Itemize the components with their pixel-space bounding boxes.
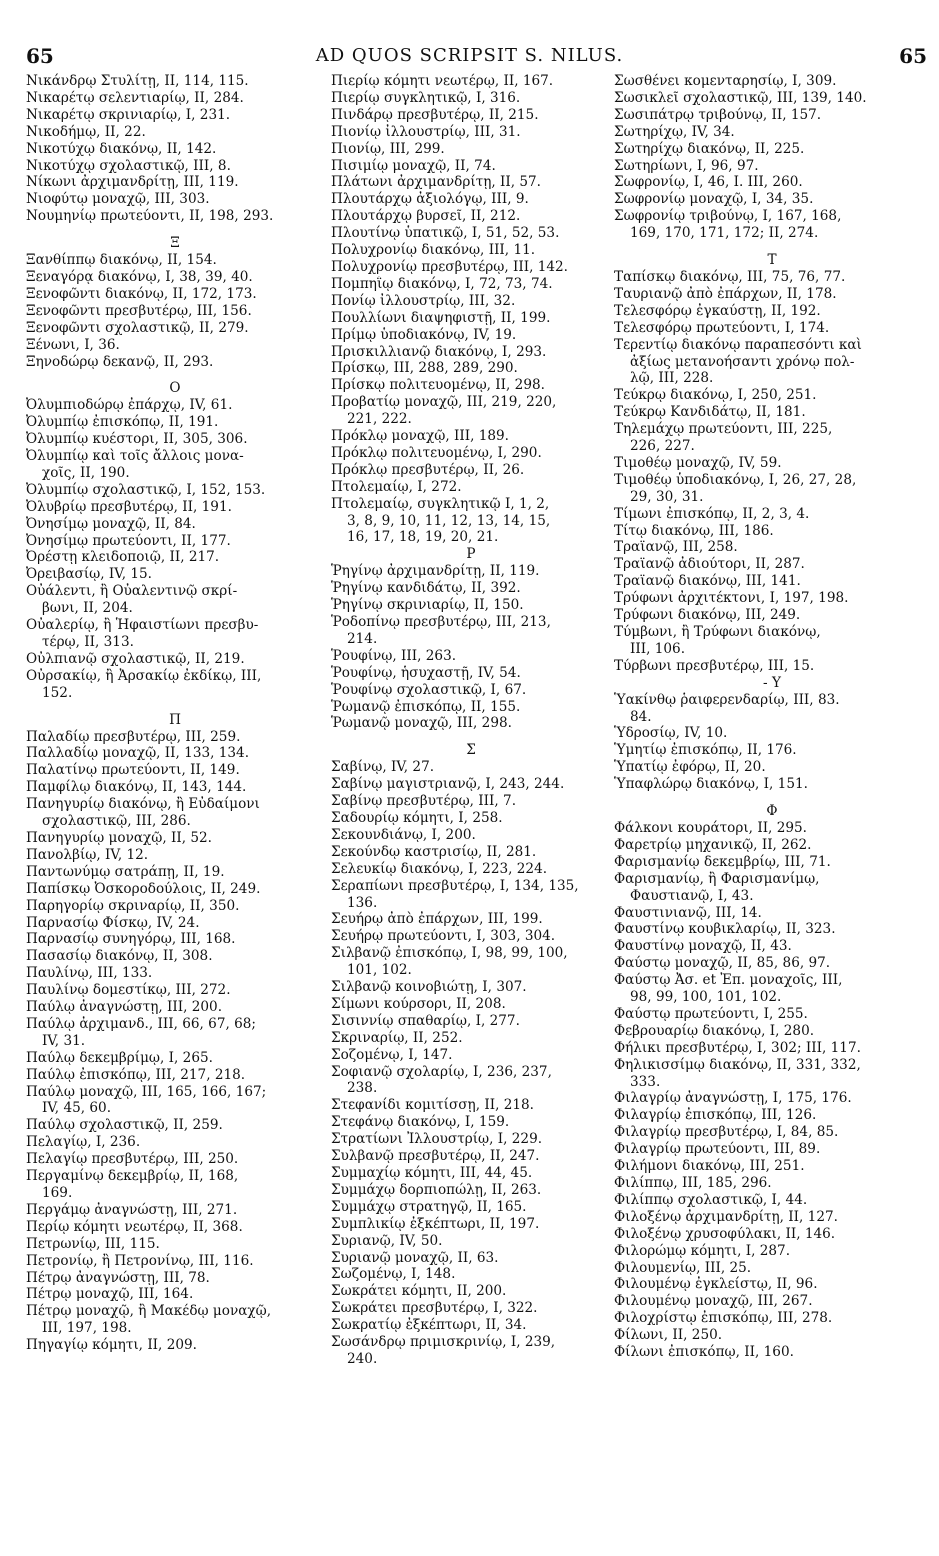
index-entry: Ὀλυμπίῳ ἐπισκόπῳ, II, 191. <box>26 414 219 431</box>
index-entry: Ὀλυμπιοδώρῳ ἐπάρχῳ, IV, 61. <box>26 397 233 414</box>
index-entry: Παύλῳ σχολαστικῷ, II, 259. <box>26 1117 223 1134</box>
index-entry: Συμμάχῳ στρατηγῷ, II, 165. <box>331 1198 527 1215</box>
index-entry: Νικοδήμῳ, II, 22. <box>26 123 146 140</box>
index-entry: Νικάνδρῳ Στυλίτῃ, II, 114, 115. <box>26 73 249 89</box>
index-entry: Πομπηΐῳ διακόνῳ, I, 72, 73, 74. <box>331 275 553 292</box>
index-entry: Φιλοχρίστῳ ἐπισκόπῳ, III, 278. <box>614 1310 833 1327</box>
index-entry: Πτολεμαίῳ, I, 272. <box>331 478 462 495</box>
index-entry: Φιλαγρίῳ πρωτεύοντι, III, 89. <box>614 1141 821 1158</box>
index-entry-continuation: τέρῳ, II, 313. <box>42 634 134 650</box>
index-entry-continuation: 101, 102. <box>347 962 412 979</box>
index-entry: Παντωνύμῳ σατράπῃ, II, 19. <box>26 863 225 880</box>
index-entry: Σεκουνδιάνῳ, I, 200. <box>331 826 476 843</box>
index-entry: Ξανθίππῳ διακόνῳ, II, 154. <box>26 252 217 269</box>
index-entry: Σελευκίῳ διακόνῳ, I, 223, 224. <box>331 860 548 877</box>
index-entry: Πρίμῳ ὑποδιακόνῳ, IV, 19. <box>331 326 517 343</box>
index-entry: Σοζομένῳ, I, 147. <box>331 1046 453 1063</box>
index-entry-continuation: 16, 17, 18, 19, 20, 21. <box>347 529 499 546</box>
index-entry: Σίμωνι κούρσορι, II, 208. <box>331 995 506 1012</box>
index-entry: Σωσιπάτρῳ τριβούνῳ, II, 157. <box>614 106 822 123</box>
index-entry: Φιλουμένῳ μοναχῷ, III, 267. <box>614 1293 813 1310</box>
index-entry: Ὀρέστῃ κλειδοποιῷ, II, 217. <box>26 549 220 566</box>
index-entry: Φίλωνι, II, 250. <box>614 1327 723 1344</box>
index-entry: Τύμβωνι, ἢ Τρύφωνι διακόνῳ, <box>614 624 821 640</box>
index-entry: Παύλῳ μοναχῷ, III, 165, 166, 167; <box>26 1083 267 1100</box>
index-entry: Συριανῷ μοναχῷ, II, 63. <box>331 1249 499 1266</box>
index-entry: Τρύφωνι ἀρχιτέκτονι, I, 197, 198. <box>614 590 849 607</box>
index-entry: Συριανῷ, IV, 50. <box>331 1232 443 1249</box>
index-entry: Ὀρειβασίῳ, IV, 15. <box>26 566 152 583</box>
page-number-left: 65 <box>26 44 54 68</box>
index-entry: Φαυστινιανῷ, III, 14. <box>614 904 762 921</box>
index-entry: Συμμαχίῳ κόμητι, III, 44, 45. <box>331 1165 533 1181</box>
index-entry: Περγαμίνῳ δεκεμβρίῳ, II, 168, <box>26 1168 239 1185</box>
index-entry-continuation: 169, 170, 171, 172; II, 274. <box>630 225 819 242</box>
index-entry: Πελαγίῳ πρεσβυτέρῳ, III, 250. <box>26 1151 239 1168</box>
index-entry: Σαδουρίῳ κόμητι, I, 258. <box>331 809 503 826</box>
index-entry: Σεραπίωνι πρεσβυτέρῳ, I, 134, 135, <box>331 877 579 894</box>
index-entry: Περίῳ κόμητι νεωτέρῳ, II, 368. <box>26 1218 243 1235</box>
index-entry-continuation: III, 197, 198. <box>42 1320 132 1337</box>
index-entry: Σωκρατίῳ ἐξκέπτωρι, II, 34. <box>331 1317 527 1334</box>
index-entry: Φαρισμανίῳ, ἢ Φαρισμανίμῳ, <box>614 870 820 887</box>
index-entry: Φιλαγρίῳ ἐπισκόπῳ, III, 126. <box>614 1107 817 1124</box>
index-entry: Τίμωνι ἐπισκόπῳ, II, 2, 3, 4. <box>614 505 810 522</box>
index-column-2 <box>331 73 611 1368</box>
index-entry: Τεύκρῳ διακόνῳ, I, 250, 251. <box>614 387 817 404</box>
index-entry: Νικοτύχῳ διακόνῳ, II, 142. <box>26 140 217 157</box>
index-entry: Συμπλικίῳ ἐξκέπτωρι, II, 197. <box>331 1215 540 1232</box>
index-entry: Στεφάνῳ διακόνῳ, I, 159. <box>331 1114 510 1131</box>
index-entry: Οὐάλεντι, ἢ Οὐαλεντινῷ σκρί- <box>26 583 238 600</box>
index-entry: Φαύστῳ μοναχῷ, II, 85, 86, 97. <box>614 955 831 972</box>
index-entry: Σωφρονίῳ μοναχῷ, I, 34, 35. <box>614 191 814 208</box>
index-entry: Σευήρῳ ἀπὸ ἐπάρχων, III, 199. <box>331 911 543 928</box>
index-entry: Παρνασίῳ Φίσκῳ, IV, 24. <box>26 914 200 931</box>
index-entry: Φήλικι πρεσβυτέρῳ, I, 302; III, 117. <box>614 1039 861 1056</box>
index-entry: Σωκράτει κόμητι, II, 200. <box>331 1283 507 1300</box>
index-entry: Σιλβανῷ ἐπισκόπῳ, I, 98, 99, 100, <box>331 945 568 962</box>
index-entry: Ὑακίνθῳ ῥαιφερενδαρίῳ, III, 83. <box>614 691 840 708</box>
index-column-3 <box>614 73 930 1361</box>
running-header <box>0 44 939 70</box>
index-entry: Σωσικλεῖ σχολαστικῷ, III, 139, 140. <box>614 89 867 106</box>
index-entry: Πέτρῳ ἀναγνώστῃ, III, 78. <box>26 1269 210 1286</box>
section-letter: - Υ <box>763 674 781 691</box>
index-entry: Ὑπατίῳ ἐφόρῳ, II, 20. <box>614 759 766 776</box>
index-entry: Πλουτάρχῳ βυρσεῖ, II, 212. <box>331 208 521 225</box>
section-letter: Φ <box>766 803 778 820</box>
index-entry: Σοφιανῷ σχολαρίῳ, I, 236, 237, <box>331 1063 552 1080</box>
index-entry-continuation: ἀξίως μετανοήσαντι χρόνῳ πολ- <box>630 353 855 370</box>
index-entry: Φεβρουαρίῳ διακόνῳ, I, 280. <box>614 1022 815 1039</box>
index-entry: Φιλοξένῳ χρυσοφύλακι, II, 146. <box>614 1225 836 1242</box>
index-entry: Οὐλπιανῷ σχολαστικῷ, II, 219. <box>26 650 245 667</box>
index-entry: Σισιννίῳ σπαθαρίῳ, I, 277. <box>331 1012 520 1029</box>
index-entry: Πηγαγίῳ κόμητι, II, 209. <box>26 1337 197 1354</box>
index-entry-continuation: χοῖς, II, 190. <box>42 464 130 481</box>
index-entry: Πολυχρονίῳ πρεσβυτέρῳ, III, 142. <box>331 258 569 275</box>
index-entry: Πιονίῳ, III, 299. <box>331 140 445 157</box>
index-entry: Ῥηγίνῳ ἀρχιμανδρίτῃ, II, 119. <box>331 563 540 580</box>
index-entry: Φαύστῳ Ἀσ. et Ἐπ. μοναχοῖς, III, <box>614 972 843 989</box>
index-entry-continuation: βωνι, II, 204. <box>42 600 133 617</box>
index-entry: Πετρωνίῳ, III, 115. <box>26 1235 160 1252</box>
index-entry: Σεκούνδῳ καστρισίῳ, II, 281. <box>331 843 537 860</box>
index-column-1 <box>26 73 324 1354</box>
index-entry: Νικαρέτῳ σελεντιαρίῳ, II, 284. <box>26 89 244 106</box>
index-entry: Ὀνησίμῳ μοναχῷ, II, 84. <box>26 515 196 532</box>
index-entry: Ξενοφῶντι πρεσβυτέρῳ, III, 156. <box>26 302 252 319</box>
index-entry: Νίκωνι ἀρχιμανδρίτῃ, III, 119. <box>26 174 239 191</box>
index-entry: Σαβίνῳ, IV, 27. <box>331 759 435 776</box>
index-entry: Τιμοθέῳ ὑποδιακόνῳ, I, 26, 27, 28, <box>614 471 857 488</box>
index-entry: Σωζομένῳ, I, 148. <box>331 1266 456 1283</box>
index-entry: Στεφανίδι κομιτίσσῃ, II, 218. <box>331 1097 534 1114</box>
index-entry: Πιονίῳ ἰλλουστρίῳ, III, 31. <box>331 123 521 140</box>
index-entry: Φίλωνι ἐπισκόπῳ, II, 160. <box>614 1344 794 1361</box>
section-gap <box>26 370 324 380</box>
index-entry: Σωσάνδρῳ πριμισκρινίῳ, I, 239, <box>331 1334 556 1351</box>
index-entry: Παρνασίῳ συνηγόρῳ, III, 168. <box>26 931 236 948</box>
index-entry: Πλουτάρχῳ ἀξιολόγῳ, III, 9. <box>331 191 529 208</box>
index-entry: Τραϊανῷ ἀδιούτορι, II, 287. <box>614 556 805 573</box>
index-entry-continuation: III, 106. <box>630 640 686 657</box>
index-entry: Παπίσκῳ Ὀσκοροδούλοις, II, 249. <box>26 880 261 897</box>
index-entry: Πλουτίνῳ ὑπατικῷ, I, 51, 52, 53. <box>331 225 560 242</box>
index-entry: Πισιμίῳ μοναχῷ, II, 74. <box>331 157 496 174</box>
index-entry: Φιλοξένῳ ἀρχιμανδρίτῃ, II, 127. <box>614 1208 838 1225</box>
index-entry: Τηλεμάχῳ πρωτεύοντι, III, 225, <box>614 421 833 438</box>
index-entry-continuation: 169. <box>42 1185 73 1201</box>
index-entry: Σκριναρίῳ, II, 252. <box>331 1029 463 1046</box>
index-entry: Παρηγορίῳ σκριναρίῳ, II, 350. <box>26 897 240 914</box>
index-entry: Ξενοφῶντι σχολαστικῷ, II, 279. <box>26 319 249 336</box>
index-entry: Φαυστίνῳ κουβικλαρίῳ, II, 323. <box>614 921 836 938</box>
index-entry-continuation: IV, 45, 60. <box>42 1100 112 1117</box>
section-letter: Ο <box>169 380 181 397</box>
index-entry: Σωφρονίῳ, I, 46, I. III, 260. <box>614 174 803 191</box>
index-entry: Πελαγίῳ, I, 236. <box>26 1134 141 1151</box>
index-entry: Ξένωνι, I, 36. <box>26 336 120 353</box>
index-entry: Παύλῳ ἀναγνώστῃ, III, 200. <box>26 999 223 1016</box>
index-entry: Νιοφύτῳ μοναχῷ, III, 303. <box>26 191 210 208</box>
index-entry-continuation: Φαυστιανῷ, I, 43. <box>630 887 754 904</box>
index-entry: Πέτρῳ μοναχῷ, ἢ Μακέδῳ μοναχῷ, <box>26 1303 272 1320</box>
section-gap <box>614 793 930 803</box>
running-title: AD QUOS SCRIPSIT S. NILUS. <box>315 45 624 66</box>
index-entry-continuation: 84. <box>630 708 652 725</box>
index-entry-continuation: σχολαστικῷ, III, 286. <box>42 813 191 830</box>
index-entry-continuation: 221, 222. <box>347 411 412 428</box>
section-gap <box>26 702 324 712</box>
index-entry: Ὀλυμπίῳ κυέστορι, II, 305, 306. <box>26 431 248 448</box>
index-entry: Φιλήμονι διακόνῳ, III, 251. <box>614 1158 805 1175</box>
index-entry: Ῥουφίνῳ, III, 263. <box>331 647 457 664</box>
index-entry-continuation: 240. <box>347 1350 378 1367</box>
index-entry: Πινδάρῳ πρεσβυτέρῳ, II, 215. <box>331 106 539 123</box>
index-entry: Πονίῳ ἰλλουστρίῳ, III, 32. <box>331 292 516 309</box>
index-entry: Ὀλυμπίῳ σχολαστικῷ, I, 152, 153. <box>26 481 266 498</box>
index-entry: Ξενοφῶντι διακόνῳ, II, 172, 173. <box>26 285 257 302</box>
index-entry: Παυλίνῳ δομεστίκῳ, III, 272. <box>26 982 231 999</box>
section-gap <box>26 225 324 235</box>
index-entry: Πουλλίωνι διαψηφιστῇ, II, 199. <box>331 309 551 326</box>
index-entry: Φηλικισσίμῳ διακόνῳ, II, 331, 332, <box>614 1056 861 1073</box>
index-entry: Πολυχρονίῳ διακόνῳ, III, 11. <box>331 242 536 259</box>
index-entry: Ῥωμανῷ μοναχῷ, III, 298. <box>331 715 512 732</box>
index-entry: Ξεναγόρᾳ διακόνῳ, I, 38, 39, 40. <box>26 268 253 285</box>
index-entry: Πρόκλῳ πολιτευομένῳ, I, 290. <box>331 444 542 461</box>
index-entry: Πανηγυρίῳ μοναχῷ, II, 52. <box>26 829 212 846</box>
index-entry: Παλλαδίῳ μοναχῷ, II, 133, 134. <box>26 745 250 762</box>
index-entry-continuation: 238. <box>347 1080 378 1097</box>
index-entry: Πρίσκῳ, III, 288, 289, 290. <box>331 360 518 377</box>
index-entry: Παύλῳ δεκεμβρίμῳ, I, 265. <box>26 1049 213 1066</box>
index-entry-continuation: 333. <box>630 1073 661 1090</box>
index-entry: Φαρισμανίῳ δεκεμβρίῳ, III, 71. <box>614 853 831 870</box>
index-entry: Σωτηρίχῳ διακόνῳ, II, 225. <box>614 140 805 157</box>
index-entry: Συμμάχῳ δορπιοπώλῃ, II, 263. <box>331 1181 542 1198</box>
index-entry: Πιερίῳ κόμητι νεωτέρῳ, II, 167. <box>331 73 554 89</box>
index-entry: Τίτῳ διακόνῳ, III, 186. <box>614 522 774 539</box>
index-entry: Φιλουμενίῳ, III, 25. <box>614 1259 752 1276</box>
index-entry: Πλάτωνι ἀρχιμανδρίτῃ, II, 57. <box>331 174 541 191</box>
index-entry: Οὐαλερίῳ, ἢ Ἡφαιστίωνι πρεσβυ- <box>26 617 259 634</box>
index-entry: Περγάμῳ ἀναγνώστῃ, III, 271. <box>26 1201 238 1218</box>
index-entry: Πανολβίῳ, IV, 12. <box>26 846 149 863</box>
index-entry: Φάλκονι κουράτορι, II, 295. <box>614 819 807 836</box>
index-entry: Πρόκλῳ πρεσβυτέρῳ, II, 26. <box>331 461 525 478</box>
index-entry: Πασασίῳ διακόνῳ, II, 308. <box>26 948 213 965</box>
index-entry-continuation: IV, 31. <box>42 1032 86 1049</box>
index-entry: Νουμηνίῳ πρωτεύοντι, II, 198, 293. <box>26 208 274 225</box>
index-entry: Παύλῳ ἐπισκόπῳ, III, 217, 218. <box>26 1066 246 1083</box>
index-entry: Ὀνησίμῳ πρωτεύοντι, II, 177. <box>26 532 231 549</box>
index-entry: Ὑδροσίῳ, IV, 10. <box>614 725 728 742</box>
index-entry: Φιλίππῳ, III, 185, 296. <box>614 1175 772 1191</box>
index-entry: Ταυριανῷ ἀπὸ ἐπάρχων, II, 178. <box>614 285 837 302</box>
index-entry: Πρόκλῳ μοναχῷ, III, 189. <box>331 428 509 445</box>
index-entry: Ῥωμανῷ ἐπισκόπῳ, II, 155. <box>331 698 521 715</box>
index-entry: Τερεντίῳ διακόνῳ παραπεσόντι καὶ <box>614 336 862 353</box>
index-entry-continuation: 152. <box>42 684 73 701</box>
index-entry: Τελεσφόρῳ πρωτεύοντι, I, 174. <box>614 319 830 336</box>
index-entry: Πρίσκῳ πολιτευομένῳ, II, 298. <box>331 377 545 394</box>
index-entry: Σωκράτει πρεσβυτέρῳ, I, 322. <box>331 1300 538 1317</box>
index-entry: Φιλορώμῳ κόμητι, I, 287. <box>614 1242 791 1259</box>
index-entry-continuation: 226, 227. <box>630 438 695 455</box>
index-entry: Σωτηρίωνι, I, 96, 97. <box>614 157 759 174</box>
index-entry: Τραϊανῷ διακόνῳ, III, 141. <box>614 573 801 590</box>
section-letter: Π <box>169 711 181 728</box>
index-entry-continuation: 98, 99, 100, 101, 102. <box>630 989 782 1006</box>
index-entry: Παλαδίῳ πρεσβυτέρῳ, III, 259. <box>26 728 241 745</box>
index-entry: Σωσθένει κομενταρησίῳ, I, 309. <box>614 73 837 89</box>
index-entry: Ῥουφίνῳ, ἡσυχαστῇ, IV, 54. <box>331 664 521 681</box>
index-entry: Σωτηρίχῳ, IV, 34. <box>614 123 735 140</box>
index-entry: Φιλίππῳ σχολαστικῷ, I, 44. <box>614 1191 808 1208</box>
section-gap <box>331 732 611 742</box>
section-letter: Σ <box>466 742 476 759</box>
index-entry-continuation: 136. <box>347 894 378 911</box>
section-letter: Ξ <box>170 235 180 252</box>
index-entry: Νικαρέτῳ σκρινιαρίῳ, I, 231. <box>26 106 231 123</box>
index-entry: Πανηγυρίῳ διακόνῳ, ἢ Εὐδαίμονι <box>26 796 260 813</box>
index-entry: Πιερίῳ συγκλητικῷ, I, 316. <box>331 89 521 106</box>
section-letter: T <box>767 252 777 269</box>
index-entry: Ξηνοδώρῳ δεκανῷ, II, 293. <box>26 353 214 370</box>
index-entry: Τεύκρῳ Κανδιδάτῳ, II, 181. <box>614 404 806 421</box>
index-entry: Πτολεμαίῳ, συγκλητικῷ I, 1, 2, <box>331 495 550 512</box>
index-entry: Ὀλυβρίῳ πρεσβυτέρῳ, II, 191. <box>26 498 232 515</box>
index-entry-continuation: 3, 8, 9, 10, 11, 12, 13, 14, 15, <box>347 512 551 529</box>
index-entry: Ῥηγίνῳ κανδιδάτῳ, II, 392. <box>331 580 521 597</box>
section-letter: Ρ <box>466 546 476 563</box>
index-entry: Ὑμητίῳ ἐπισκόπῳ, II, 176. <box>614 742 797 759</box>
index-entry: Πρισκιλλιανῷ διακόνῳ, I, 293. <box>331 343 547 360</box>
index-entry: Πετρονίῳ, ἢ Πετρονίνῳ, III, 116. <box>26 1252 254 1269</box>
index-entry: Συλβανῷ πρεσβυτέρῳ, II, 247. <box>331 1148 540 1165</box>
index-entry: Σαβίνῳ μαγιστριανῷ, I, 243, 244. <box>331 776 565 793</box>
index-entry: Τελεσφόρῳ ἐγκαύστῃ, II, 192. <box>614 302 821 319</box>
section-gap <box>614 242 930 252</box>
index-entry: Παυλίνῳ, III, 133. <box>26 965 153 982</box>
index-entry: Σαβίνῳ πρεσβυτέρῳ, III, 7. <box>331 793 517 810</box>
index-entry: Φαύστῳ πρωτεύοντι, I, 255. <box>614 1005 808 1022</box>
index-entry: Ῥηγίνῳ σκρινιαρίῳ, II, 150. <box>331 597 524 614</box>
index-entry: Στρατίωνι Ἰλλουστρίῳ, I, 229. <box>331 1131 543 1148</box>
index-entry: Πέτρῳ μοναχῷ, III, 164. <box>26 1286 194 1303</box>
index-entry-continuation: λῷ, III, 228. <box>630 370 714 387</box>
index-entry: Σευήρῳ πρωτεύοντι, I, 303, 304. <box>331 928 556 945</box>
index-entry: Τύρβωνι πρεσβυτέρῳ, III, 15. <box>614 657 815 674</box>
index-entry: Ὀλυμπίῳ καὶ τοῖς ἄλλοις μονα- <box>26 448 244 465</box>
index-entry-continuation: 214. <box>347 630 378 647</box>
index-entry: Παύλῳ ἀρχιμανδ., III, 66, 67, 68; <box>26 1015 256 1032</box>
index-entry: Προβατίῳ μοναχῷ, III, 219, 220, <box>331 394 557 411</box>
index-entry: Φαυστίνῳ μοναχῷ, II, 43. <box>614 938 792 955</box>
index-entry: Ῥουφίνῳ σχολαστικῷ, I, 67. <box>331 681 527 698</box>
index-entry: Φιλαγρίῳ ἀναγνώστῃ, I, 175, 176. <box>614 1090 852 1107</box>
index-entry: Φιλαγρίῳ πρεσβυτέρῳ, I, 84, 85. <box>614 1124 839 1141</box>
index-entry: Φιλουμένῳ ἐγκλείστῳ, II, 96. <box>614 1276 818 1293</box>
index-entry: Τιμοθέῳ μοναχῷ, IV, 59. <box>614 454 782 471</box>
index-entry-continuation: 29, 30, 31. <box>630 488 704 505</box>
index-entry: Σιλβανῷ κοινοβιώτῃ, I, 307. <box>331 979 527 996</box>
index-entry: Παμφίλῳ διακόνῳ, II, 143, 144. <box>26 779 247 796</box>
index-entry: Παλατίνῳ πρωτεύοντι, II, 149. <box>26 762 240 779</box>
page-number-right: 65 <box>899 44 927 68</box>
index-entry: Οὐρσακίῳ, ἢ Ἀρσακίῳ ἐκδίκῳ, III, <box>26 667 262 684</box>
index-entry: Ὑπαφλώρῳ διακόνῳ, I, 151. <box>614 776 808 793</box>
index-entry: Φαρετρίῳ μηχανικῷ, II, 262. <box>614 836 812 853</box>
index-entry: Νικοτύχῳ σχολαστικῷ, III, 8. <box>26 157 231 174</box>
index-entry: Ταπίσκῳ διακόνῳ, III, 75, 76, 77. <box>614 268 846 285</box>
index-entry: Σωφρονίῳ τριβούνῳ, I, 167, 168, <box>614 208 842 225</box>
index-entry: Τρύφωνι διακόνῳ, III, 249. <box>614 607 801 624</box>
index-entry: Ῥοδοπίνῳ πρεσβυτέρῳ, III, 213, <box>331 614 551 630</box>
index-entry: Τραϊανῷ, III, 258. <box>614 539 738 556</box>
